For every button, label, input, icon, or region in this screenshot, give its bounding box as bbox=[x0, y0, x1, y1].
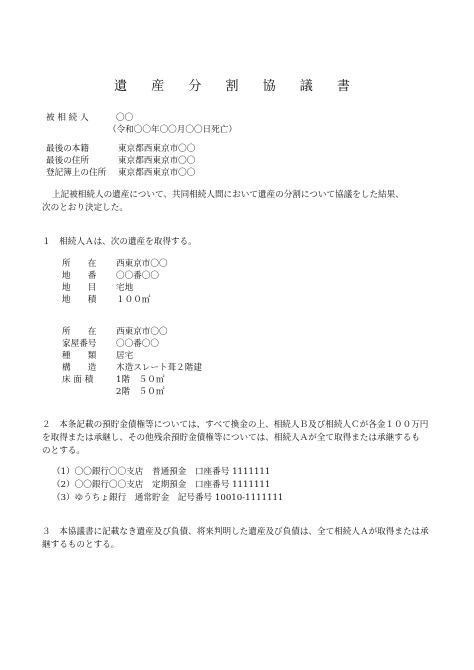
building-value-house-number: 〇〇番〇〇 bbox=[116, 339, 159, 349]
building-value-location: 西東京市〇〇 bbox=[116, 327, 168, 337]
building-value-floor-2: 2階 ５０㎡ bbox=[116, 387, 165, 397]
building-label-house-number: 家屋番号 bbox=[62, 339, 97, 349]
last-registry-value: 東京都西東京市〇〇 bbox=[118, 144, 196, 154]
building-label-location: 所 在 bbox=[62, 327, 97, 337]
decedent-label: 被 相 続 人 bbox=[46, 113, 89, 123]
building-label-floor-area: 床 面 積 bbox=[62, 375, 94, 385]
section-1-heading: １ 相続人Ａは、次の遺産を取得する。 bbox=[42, 237, 197, 247]
last-address-label: 最後の住所 bbox=[46, 156, 89, 166]
building-value-type: 居宅 bbox=[116, 351, 134, 361]
last-registry-label: 最後の本籍 bbox=[46, 144, 89, 154]
land-label-lot: 地 番 bbox=[62, 271, 97, 281]
section-2-line-1: ２ 本条記載の預貯金債権等については、すべて換金の上、相続人Ｂ及び相続人Ｃが各金１００万円 bbox=[42, 420, 429, 430]
section-2-line-3: のとする。 bbox=[42, 446, 85, 456]
section-3-line-1: ３ 本協議書に記載なき遺産及び負債、将来判明した遺産及び負債は、全て相続人Ａが取得または承 bbox=[42, 527, 429, 537]
land-label-area: 地 積 bbox=[62, 295, 97, 305]
intro-line-2: 次のとおり決定した。 bbox=[42, 203, 128, 213]
land-label-location: 所 在 bbox=[62, 259, 97, 269]
land-value-area: １００㎡ bbox=[116, 295, 151, 305]
building-value-floor-1: 1階 ５０㎡ bbox=[116, 375, 165, 385]
account-item-2: （2）〇〇銀行〇〇支店 定期預金 口座番号 1111111 bbox=[52, 480, 271, 490]
land-value-location: 西東京市〇〇 bbox=[116, 259, 168, 269]
building-label-type: 種 類 bbox=[62, 351, 97, 361]
land-value-lot: 〇〇番〇〇 bbox=[116, 271, 159, 281]
last-address-value: 東京都西東京市〇〇 bbox=[118, 156, 196, 166]
section-3-line-2: 継するものとする。 bbox=[42, 540, 120, 550]
account-item-3: （3）ゆうちょ銀行 通常貯金 記号番号 10010-1111111 bbox=[52, 493, 284, 503]
registered-address-value: 東京都西東京市〇〇 bbox=[118, 168, 196, 178]
account-item-1: （1）〇〇銀行〇〇支店 普通預金 口座番号 1111111 bbox=[52, 467, 271, 477]
section-2-line-2: を取得または承継し、その他残余預貯金債権等については、相続人Ａが全て取得または承継するも bbox=[42, 433, 420, 443]
land-value-category: 宅地 bbox=[116, 283, 134, 293]
registered-address-label: 登記簿上の住所 bbox=[46, 168, 107, 178]
decedent-name: 〇〇 bbox=[116, 113, 134, 123]
document-title: 遺 産 分 割 協 議 書 bbox=[114, 79, 360, 94]
intro-line-1: 上記被相続人の遺産について、共同相続人間において遺産の分割について協議をした結果、 bbox=[52, 190, 404, 200]
land-label-category: 地 目 bbox=[62, 283, 97, 293]
death-date-note: （令和〇〇年〇〇月〇〇日死亡） bbox=[108, 125, 237, 135]
building-label-structure: 構 造 bbox=[62, 363, 97, 373]
building-value-structure: 木造スレート葺２階建 bbox=[116, 363, 202, 373]
